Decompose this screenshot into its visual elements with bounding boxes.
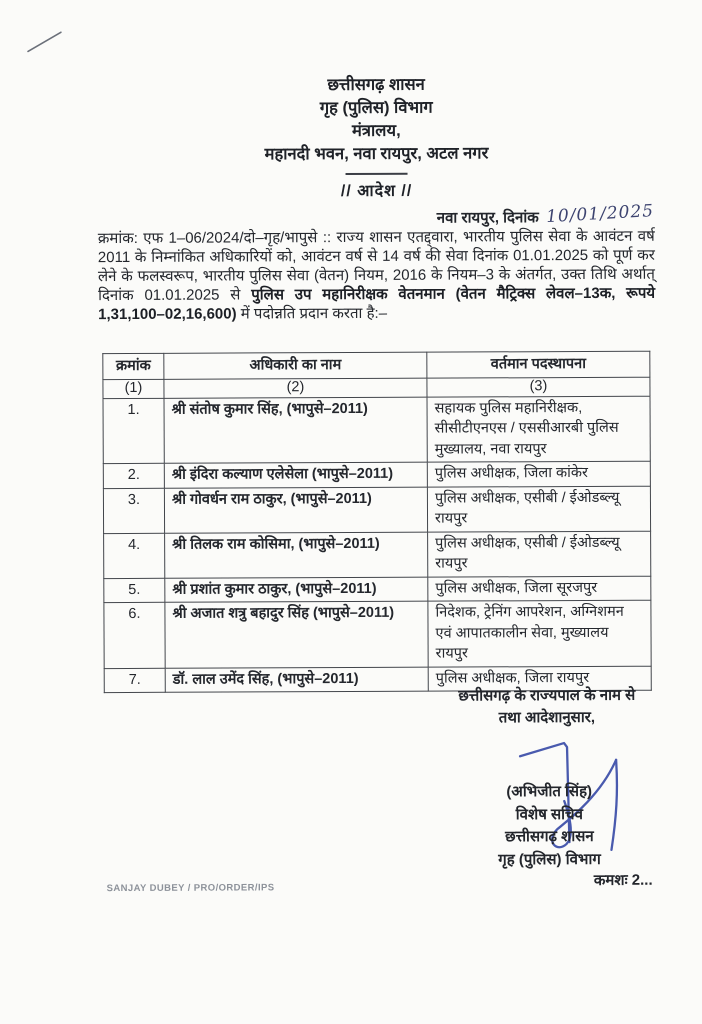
officer-name: डॉ. लाल उमेंद सिंह, (भापुसे–2011) [165, 667, 428, 693]
table-row [104, 600, 651, 668]
row-sno: 1. [103, 398, 164, 464]
order-title: // आदेश // [340, 182, 413, 201]
table-row [103, 486, 650, 533]
signatory-block [449, 781, 649, 872]
row-sno: 6. [104, 602, 165, 668]
ministry-line: मंत्रालय, [352, 121, 401, 140]
by-order-block [416, 685, 678, 730]
handwritten-date: 10/01/2025 [545, 201, 655, 228]
row-sno: 4. [104, 533, 165, 578]
officer-posting: पुलिस अधीक्षक, जिला सूरजपुर [428, 576, 651, 601]
column-header-posting: वर्तमान पदस्थापना [427, 351, 650, 377]
footer-reference: SANJAY DUBEY / PRO/ORDER/IPS [106, 882, 275, 895]
paragraph-text-start: क्रमांक: एफ 1–06/2024/दो–गृह/भापुसे :: राज्य शासन एतद्द्वारा, भारतीय पुलिस सेवा के आवंटन वर्ष 2011 के निम्नांकित अधिकारियों को, आवंटन वर्ष से 14 वर्ष की सेवा दिनांक 01.01.2025 को पूर्ण कर लेने के फलस्वरूप, भारतीय पुलिस सेवा (वेतन) नियम, 2016 के नियम–3 के अंतर्गत, उक्त तिथि अर्थात् दिनांक 01.01.2025 से [97, 227, 656, 304]
row-sno: 2. [103, 463, 164, 488]
officer-posting: पुलिस अधीक्षक, एसीबी / ईओडब्ल्यू रायपुर [428, 531, 651, 577]
colnum-3: (3) [427, 377, 650, 397]
signatory-org2: गृह (पुलिस) विभाग [498, 850, 601, 868]
officer-posting: निदेशक, ट्रेनिंग आपरेशन, अग्निशमन एवं आपातकालीन सेवा, मुख्यालय रायपुर [428, 600, 651, 666]
row-sno: 3. [103, 488, 164, 533]
place-and-date [436, 201, 655, 228]
officer-name: श्री अजात शत्रु बहादुर सिंह (भापुसे–2011) [165, 601, 428, 668]
officer-name: श्री इंदिरा कल्याण एलेसेला (भापुसे–2011) [164, 462, 427, 488]
officer-posting: पुलिस अधीक्षक, एसीबी / ईओडब्ल्यू रायपुर [427, 486, 650, 532]
letterhead [98, 73, 655, 204]
table-row [103, 396, 650, 464]
column-header-sno: क्रमांक [103, 353, 164, 379]
paragraph-bold-payscale: पुलिस उप महानिरीक्षक वेतनमान (वेतन मैट्रिक्स लेवल–13क, रूपये 1,31,100–02,16,600) [98, 284, 656, 323]
officer-name: श्री प्रशांत कुमार ठाकुर, (भापुसे–2011) [165, 577, 428, 603]
department-name: गृह (पुलिस) विभाग [319, 98, 433, 118]
order-paragraph [98, 228, 655, 325]
signatory-name: (अभिजीत सिंह) [506, 782, 593, 801]
colnum-1: (1) [103, 379, 164, 398]
table-row [103, 461, 650, 488]
officer-name: श्री गोवर्धन राम ठाकुर, (भापुसे–2011) [164, 487, 427, 533]
table-header-row [103, 351, 650, 379]
by-order-line1: छत्तीसगढ़ के राज्यपाल के नाम से [458, 686, 636, 705]
officers-table [102, 351, 651, 693]
officer-posting: पुलिस अधीक्षक, जिला रायपुर [428, 666, 651, 691]
by-order-line2: तथा आदेशानुसार, [498, 708, 596, 727]
officer-posting: सहायक पुलिस महानिरीक्षक, सीसीटीएनएस / एससीआरबी पुलिस मुख्यालय, नवा रायपुर [427, 396, 650, 462]
government-name: छत्तीसगढ़ शासन [327, 75, 425, 95]
table-row [104, 531, 651, 578]
column-header-name: अधिकारी का नाम [164, 352, 427, 379]
paragraph-text-end: में पदोन्नति प्रदान करता है:– [236, 304, 388, 323]
pen-slash-mark [25, 27, 67, 55]
table-row [104, 576, 651, 603]
place-date-label: नवा रायपुर, दिनांक [436, 209, 539, 227]
header-divider [346, 173, 408, 175]
row-sno: 5. [104, 578, 165, 603]
signatory-title: विशेष सचिव [515, 805, 583, 823]
officer-name: श्री संतोष कुमार सिंह, (भापुसे–2011) [164, 397, 427, 464]
address-line: महानदी भवन, नवा रायपुर, अटल नगर [264, 144, 489, 164]
table-colnum-row [103, 377, 650, 398]
officer-posting: पुलिस अधीक्षक, जिला कांकेर [427, 461, 650, 486]
continued-marker: कमशः 2... [593, 871, 653, 889]
colnum-2: (2) [164, 378, 427, 398]
officer-name: श्री तिलक राम कोसिमा, (भापुसे–2011) [165, 532, 428, 578]
row-sno: 7. [104, 668, 165, 693]
signatory-org1: छत्तीसगढ़ शासन [505, 827, 594, 846]
